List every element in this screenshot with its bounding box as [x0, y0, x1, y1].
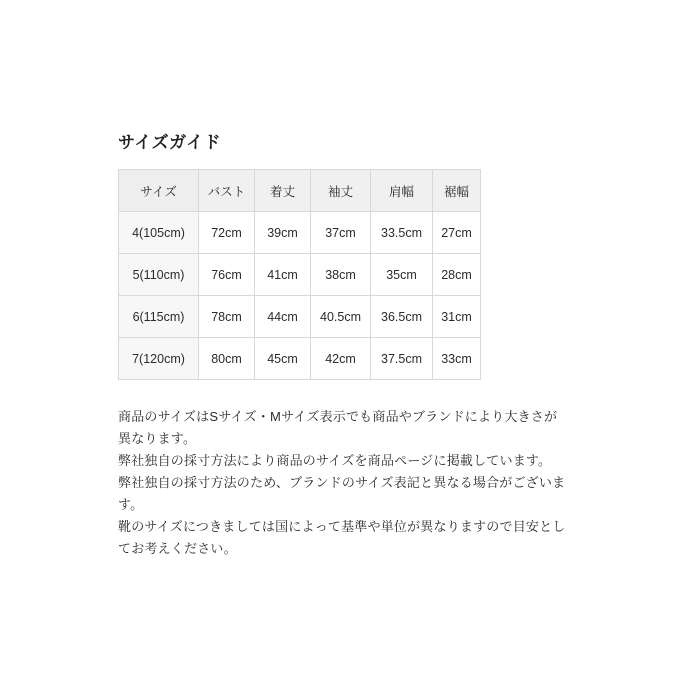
cell-sleeve: 38cm	[311, 254, 371, 296]
table-row	[119, 296, 481, 338]
cell-length: 45cm	[255, 338, 311, 380]
note-text: 弊社独自の採寸方法により商品のサイズを商品ページに掲載しています。	[118, 453, 552, 468]
size-guide-content	[118, 128, 568, 560]
cell-sleeve: 37cm	[311, 212, 371, 254]
cell-bust: 72cm	[199, 212, 255, 254]
table-row	[119, 338, 481, 380]
column-header-shoulder: 肩幅	[371, 170, 433, 212]
cell-size: 5(110cm)	[119, 254, 199, 296]
cell-size: 6(115cm)	[119, 296, 199, 338]
column-header-sleeve: 袖丈	[311, 170, 371, 212]
column-header-bust: バスト	[199, 170, 255, 212]
table-header-row	[119, 170, 481, 212]
cell-bust: 76cm	[199, 254, 255, 296]
size-table	[118, 169, 481, 380]
cell-shoulder: 36.5cm	[371, 296, 433, 338]
column-header-size: サイズ	[119, 170, 199, 212]
column-header-length: 着丈	[255, 170, 311, 212]
cell-size: 7(120cm)	[119, 338, 199, 380]
note-text: 靴のサイズにつきましては国によって基準や単位が異なりますので目安としてお考えください。	[118, 519, 566, 556]
cell-hem: 33cm	[433, 338, 481, 380]
cell-length: 39cm	[255, 212, 311, 254]
cell-size: 4(105cm)	[119, 212, 199, 254]
size-table-body	[119, 212, 481, 380]
table-row	[119, 212, 481, 254]
cell-shoulder: 37.5cm	[371, 338, 433, 380]
cell-hem: 31cm	[433, 296, 481, 338]
note-text: 商品のサイズはSサイズ・Mサイズ表示でも商品やブランドにより大きさが異なります。	[118, 409, 558, 446]
table-row	[119, 254, 481, 296]
column-header-hem: 裾幅	[433, 170, 481, 212]
cell-sleeve: 40.5cm	[311, 296, 371, 338]
cell-shoulder: 33.5cm	[371, 212, 433, 254]
size-guide-notes	[118, 406, 570, 560]
cell-bust: 80cm	[199, 338, 255, 380]
cell-length: 44cm	[255, 296, 311, 338]
cell-shoulder: 35cm	[371, 254, 433, 296]
cell-hem: 27cm	[433, 212, 481, 254]
cell-sleeve: 42cm	[311, 338, 371, 380]
cell-length: 41cm	[255, 254, 311, 296]
size-table-head	[119, 170, 481, 212]
cell-bust: 78cm	[199, 296, 255, 338]
cell-hem: 28cm	[433, 254, 481, 296]
page-title: サイズガイド	[118, 133, 222, 152]
note-text: 弊社独自の採寸方法のため、ブランドのサイズ表記と異なる場合がございます。	[118, 475, 566, 512]
